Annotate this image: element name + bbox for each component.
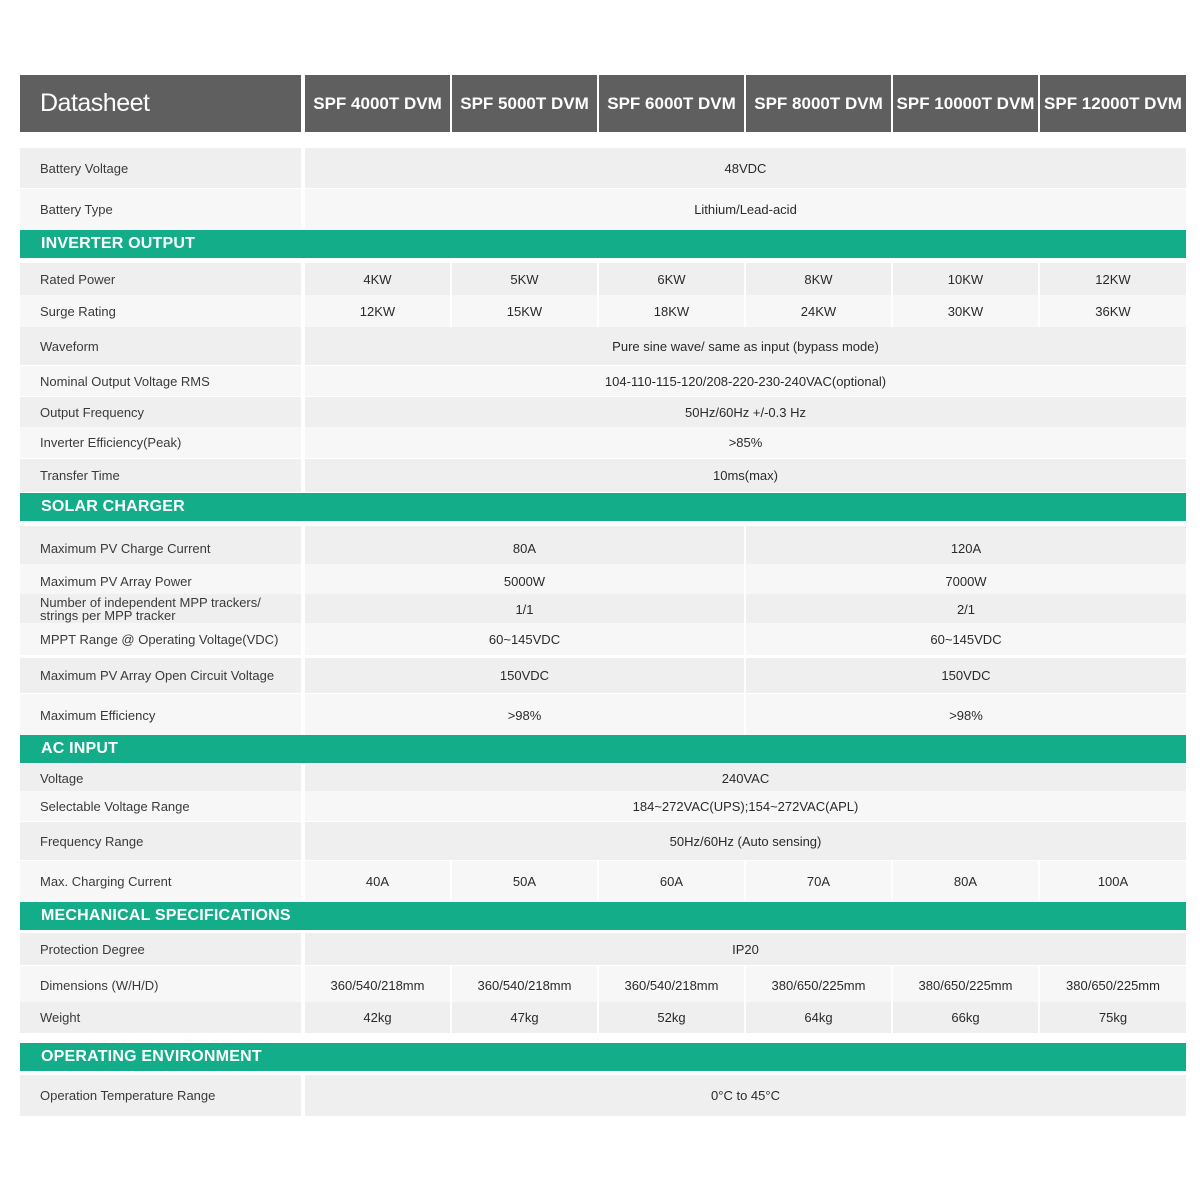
table-row: [20, 694, 1186, 736]
row-label: Rated Power: [20, 263, 301, 296]
table-row: [20, 933, 1186, 965]
row-value: 120A: [746, 526, 1186, 571]
row-value: Pure sine wave/ same as input (bypass mode): [305, 327, 1186, 365]
row-value: 360/540/218mm: [599, 966, 744, 1004]
model-header-6: SPF 12000T DVM: [1040, 75, 1186, 132]
row-value: 24KW: [746, 295, 891, 327]
row-value: 60A: [599, 861, 744, 901]
row-value: 8KW: [746, 263, 891, 296]
row-value: 150VDC: [305, 658, 744, 693]
row-value: 64kg: [746, 1002, 891, 1033]
model-header-3: SPF 6000T DVM: [599, 75, 744, 132]
row-value: 60~145VDC: [746, 623, 1186, 655]
row-label: Selectable Voltage Range: [20, 791, 301, 821]
row-value: 5000W: [305, 564, 744, 598]
row-value: 184~272VAC(UPS);154~272VAC(APL): [305, 791, 1186, 821]
row-value: 40A: [305, 861, 450, 901]
section-header: OPERATING ENVIRONMENT: [20, 1043, 1186, 1071]
row-label: Surge Rating: [20, 295, 301, 327]
model-header-1: SPF 4000T DVM: [305, 75, 450, 132]
row-label: Protection Degree: [20, 933, 301, 965]
row-value: 5KW: [452, 263, 597, 296]
table-row: [20, 427, 1186, 458]
row-value: 80A: [305, 526, 744, 571]
table-row: [20, 966, 1186, 1004]
row-value: 66kg: [893, 1002, 1038, 1033]
row-value: 150VDC: [746, 658, 1186, 693]
row-value: 50Hz/60Hz (Auto sensing): [305, 822, 1186, 860]
table-row: [20, 1002, 1186, 1033]
row-label: Inverter Efficiency(Peak): [20, 427, 301, 458]
datasheet-table: [20, 75, 1186, 1103]
row-label: Transfer Time: [20, 459, 301, 492]
row-value: 36KW: [1040, 295, 1186, 327]
row-label: Output Frequency: [20, 397, 301, 427]
model-header-5: SPF 10000T DVM: [893, 75, 1038, 132]
table-row: [20, 263, 1186, 296]
row-label: Battery Voltage: [20, 148, 301, 188]
section-header: INVERTER OUTPUT: [20, 230, 1186, 258]
row-label: Waveform: [20, 327, 301, 365]
row-value: 6KW: [599, 263, 744, 296]
table-row: [20, 459, 1186, 492]
row-value: >98%: [746, 694, 1186, 736]
row-value: >85%: [305, 427, 1186, 458]
table-row: [20, 295, 1186, 327]
row-value: 80A: [893, 861, 1038, 901]
row-label: Frequency Range: [20, 822, 301, 860]
table-row: [20, 564, 1186, 598]
row-label: Number of independent MPP trackers/ strings per MPP tracker: [20, 594, 301, 624]
row-label: Battery Type: [20, 189, 301, 229]
row-label: Nominal Output Voltage RMS: [20, 366, 301, 396]
table-row: [20, 791, 1186, 821]
row-value: 104-110-115-120/208-220-230-240VAC(optional): [305, 366, 1186, 396]
table-row: [20, 327, 1186, 365]
row-value: 10KW: [893, 263, 1038, 296]
row-label: Dimensions (W/H/D): [20, 966, 301, 1004]
row-value: 380/650/225mm: [893, 966, 1038, 1004]
row-value: 380/650/225mm: [746, 966, 891, 1004]
row-value: 47kg: [452, 1002, 597, 1033]
row-value: 12KW: [1040, 263, 1186, 296]
table-row: [20, 148, 1186, 188]
datasheet-title: Datasheet: [20, 75, 301, 132]
row-value: 240VAC: [305, 764, 1186, 792]
table-row: [20, 822, 1186, 860]
section-header: AC INPUT: [20, 735, 1186, 763]
table-row: [20, 861, 1186, 901]
row-label: MPPT Range @ Operating Voltage(VDC): [20, 623, 301, 655]
row-value: 7000W: [746, 564, 1186, 598]
section-header: MECHANICAL SPECIFICATIONS: [20, 902, 1186, 930]
row-value: IP20: [305, 933, 1186, 965]
row-value: 1/1: [305, 594, 744, 624]
table-row: [20, 623, 1186, 655]
row-label: Maximum Efficiency: [20, 694, 301, 736]
row-label: Maximum PV Array Power: [20, 564, 301, 598]
table-row: [20, 594, 1186, 624]
row-value: 48VDC: [305, 148, 1186, 188]
row-value: 75kg: [1040, 1002, 1186, 1033]
row-value: 2/1: [746, 594, 1186, 624]
table-row: [20, 1075, 1186, 1116]
row-label: Maximum PV Array Open Circuit Voltage: [20, 658, 301, 693]
section-header: SOLAR CHARGER: [20, 493, 1186, 521]
row-value: 42kg: [305, 1002, 450, 1033]
row-label: Max. Charging Current: [20, 861, 301, 901]
row-value: 30KW: [893, 295, 1038, 327]
model-header-2: SPF 5000T DVM: [452, 75, 597, 132]
row-label: Maximum PV Charge Current: [20, 526, 301, 571]
table-row: [20, 658, 1186, 693]
table-row: [20, 366, 1186, 396]
row-value: 70A: [746, 861, 891, 901]
row-value: 18KW: [599, 295, 744, 327]
row-value: Lithium/Lead-acid: [305, 189, 1186, 229]
row-label: Operation Temperature Range: [20, 1075, 301, 1116]
model-header-4: SPF 8000T DVM: [746, 75, 891, 132]
row-value: 4KW: [305, 263, 450, 296]
table-row: [20, 764, 1186, 792]
row-value: 50Hz/60Hz +/-0.3 Hz: [305, 397, 1186, 427]
row-value: 380/650/225mm: [1040, 966, 1186, 1004]
row-value: 360/540/218mm: [452, 966, 597, 1004]
row-value: 0°C to 45°C: [305, 1075, 1186, 1116]
row-value: 100A: [1040, 861, 1186, 901]
row-label: Voltage: [20, 764, 301, 792]
row-label: Weight: [20, 1002, 301, 1033]
table-row: [20, 189, 1186, 229]
row-value: 360/540/218mm: [305, 966, 450, 1004]
row-value: >98%: [305, 694, 744, 736]
row-value: 10ms(max): [305, 459, 1186, 492]
row-value: 60~145VDC: [305, 623, 744, 655]
table-header: [20, 75, 1186, 132]
row-value: 52kg: [599, 1002, 744, 1033]
table-row: [20, 397, 1186, 427]
row-value: 15KW: [452, 295, 597, 327]
row-value: 50A: [452, 861, 597, 901]
row-value: 12KW: [305, 295, 450, 327]
